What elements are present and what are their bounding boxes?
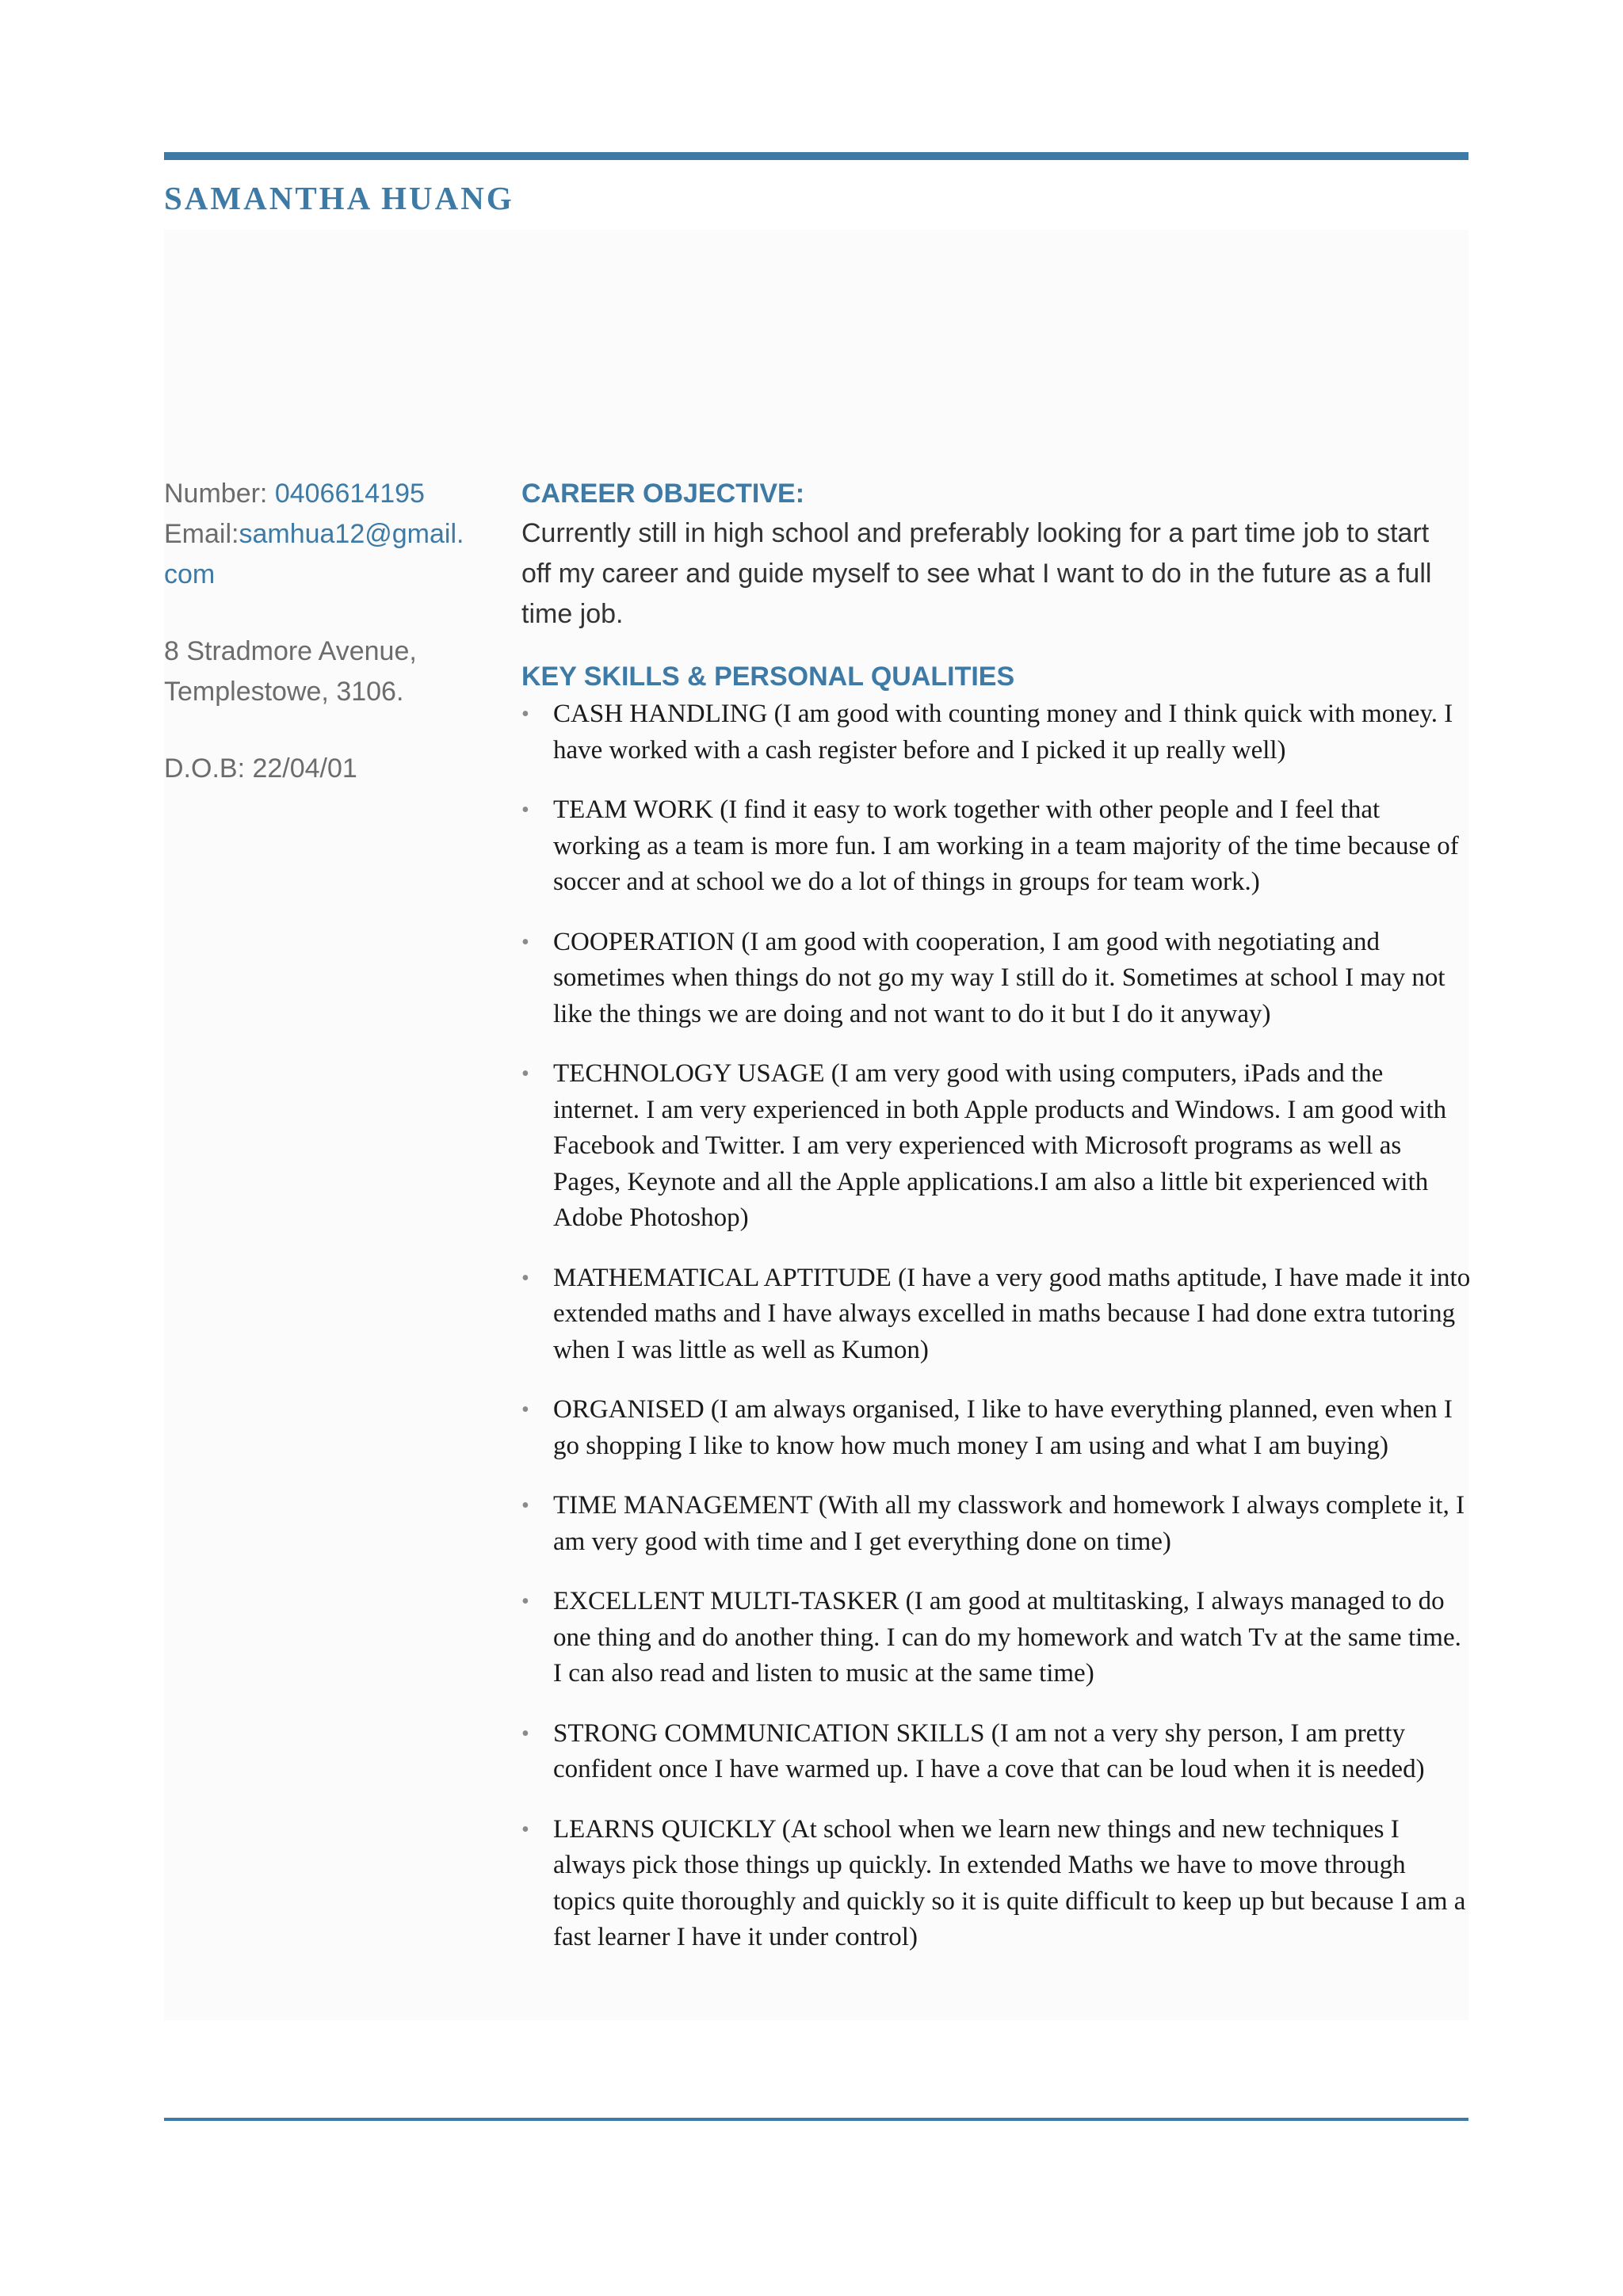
bullet-icon: • [521,1398,529,1422]
resume-name: SAMANTHA HUANG [164,180,514,216]
skill-text: TEAM WORK (I find it easy to work together with other people and I feel that working as a team is more fun. I am working in a team majority of the time because of soccer and at school we do a lot of things in groups for team work.) [553,795,1459,896]
skill-item [521,925,1472,1033]
bullet-icon: • [521,929,529,955]
skill-text: TECHNOLOGY USAGE (I am very good with using computers, iPads and the internet. I am very experienced in both Apple products and Windows. I am good with Facebook and Twitter. I am very experienced with Microsoft programs as well as Pages, Keynote and all the Apple applications.I am also a little bit experienced with Adobe Photoshop) [553,1059,1447,1232]
contact-details [164,474,497,595]
skill-item [521,1488,1472,1560]
email-address[interactable]: samhua12@gmail. [239,519,464,549]
career-objective-text: Currently still in high school and preferably looking for a part time job to start off my career and guide myself to see what I want to do in the future as a full time job. [521,518,1432,629]
skill-text: TIME MANAGEMENT (With all my classwork and homework I always complete it, I am very good with time and I get everything done on time) [553,1491,1465,1556]
skill-item [521,792,1472,901]
skill-item [521,1812,1472,1956]
career-objective-heading: CAREER OBJECTIVE: [521,479,805,509]
bullet-icon: • [521,1589,529,1614]
address-line-1: 8 Stradmore Avenue, [164,636,417,666]
skill-text: ORGANISED (I am always organised, I like to have everything planned, even when I go shopping I like to know how much money I am using and what I am buying) [553,1395,1453,1460]
bullet-icon: • [521,1493,529,1518]
skill-text: EXCELLENT MULTI-TASKER (I am good at multitasking, I always managed to do one thing and do another thing. I can do my homework and watch Tv at the same time. I can also read and listen to music at the same time) [553,1587,1461,1688]
bullet-icon: • [521,1062,529,1086]
skill-item [521,696,1472,769]
main-column [521,474,1472,1980]
email-label: Email: [164,519,239,549]
address-line-2: Templestowe, 3106. [164,677,404,707]
email-address-cont[interactable]: com [164,559,216,589]
skill-item [521,1392,1472,1464]
contact-column [164,474,497,826]
email-line [164,514,497,555]
skill-text: STRONG COMMUNICATION SKILLS (I am not a very shy person, I am pretty confident once I have warmed up. I have a cove that can be loud when it is needed) [553,1718,1425,1783]
bullet-icon: • [521,702,529,727]
skill-text: MATHEMATICAL APTITUDE (I have a very good maths aptitude, I have made it into extended maths and I have always excelled in maths because I had done extra tutoring when I was little as well as Kumon) [553,1263,1471,1364]
key-skills-heading: KEY SKILLS & PERSONAL QUALITIES [521,662,1015,692]
skill-text: LEARNS QUICKLY (At school when we learn new things and new techniques I always pick those things up quickly. In extended Maths we have to move through topics quite thoroughly and quickly so it is quite difficult to keep up but because I am a fast learner I have it under control) [553,1814,1466,1951]
phone-number[interactable]: 0406614195 [274,479,425,509]
skill-text: CASH HANDLING (I am good with counting money and I think quick with money. I have worked with a cash register before and I picked it up really well) [553,700,1453,765]
skill-item [521,1261,1472,1369]
skill-item [521,1584,1472,1692]
bullet-icon: • [521,1817,529,1842]
address [164,631,497,712]
bullet-icon: • [521,1721,529,1746]
email-line-cont [164,555,497,595]
skills-list [521,696,1472,1956]
dob-block [164,749,497,789]
phone-line [164,474,497,514]
top-divider [164,152,1468,160]
phone-label: Number: [164,479,275,509]
date-of-birth: D.O.B: 22/04/01 [164,753,357,784]
bottom-divider [164,2118,1468,2121]
skill-item [521,1716,1472,1788]
bullet-icon: • [521,798,529,822]
skill-item [521,1056,1472,1237]
bullet-icon: • [521,1265,529,1291]
skill-text: COOPERATION (I am good with cooperation, I am good with negotiating and sometimes when things do not go my way I still do it. Sometimes at school I may not like the things we are doing and not want to do it but I do it anyway) [553,927,1445,1028]
